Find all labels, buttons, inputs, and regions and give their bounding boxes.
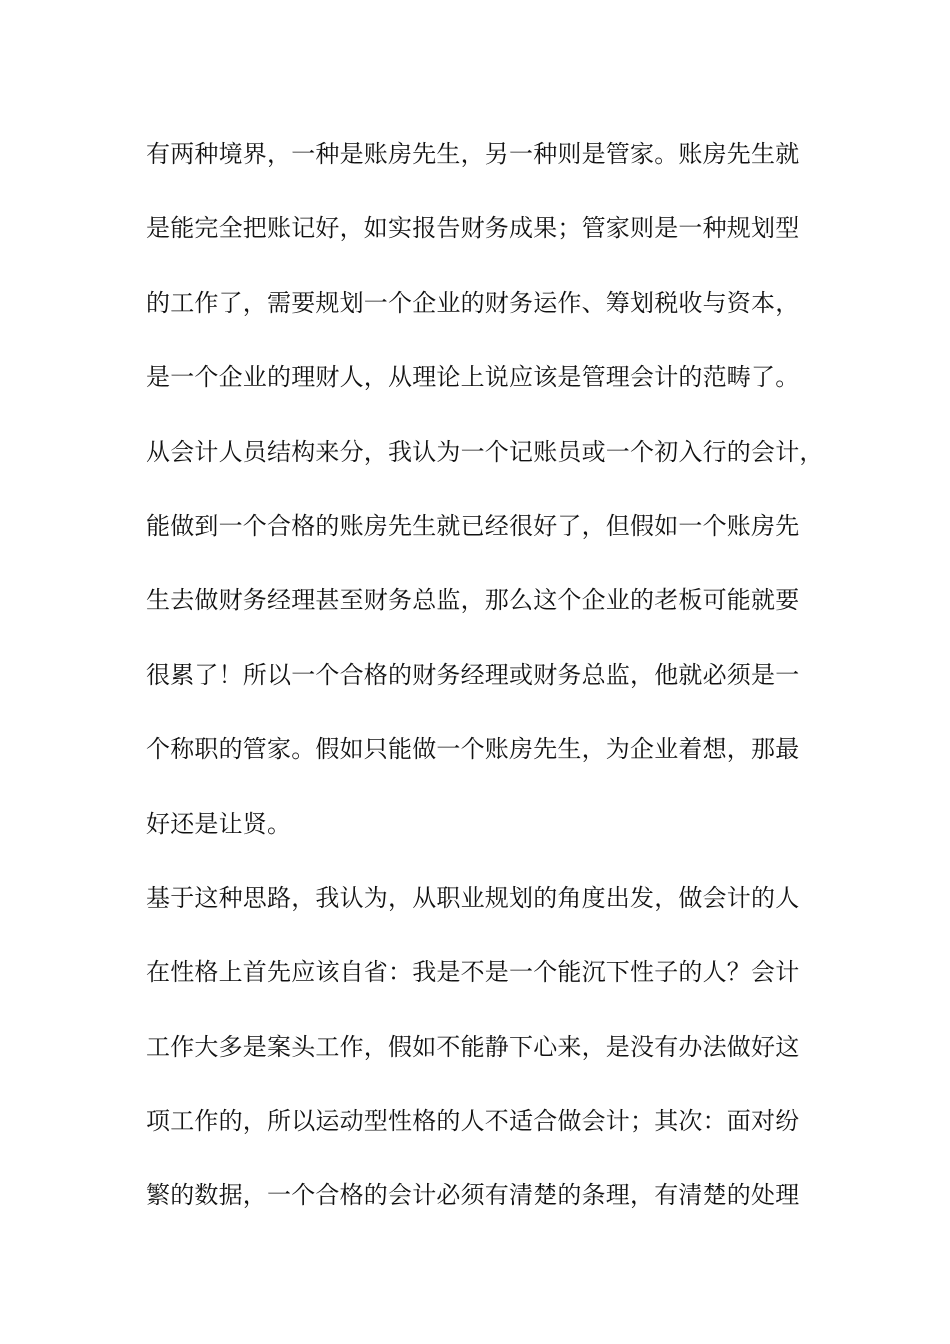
text-line: 工作大多是案头工作，假如不能静下心来，是没有办法做好这	[146, 1032, 800, 1061]
text-line: 在性格上首先应该自省：我是不是一个能沉下性子的人？会计	[146, 958, 800, 987]
text-line: 的工作了，需要规划一个企业的财务运作、筹划税收与资本，	[146, 288, 800, 317]
document-body	[146, 132, 846, 1248]
text-line: 个称职的管家。假如只能做一个账房先生，为企业着想，那最	[146, 735, 800, 764]
text-line: 有两种境界，一种是账房先生，另一种则是管家。账房先生就	[146, 140, 800, 168]
text-line: 能做到一个合格的账房先生就已经很好了，但假如一个账房先	[146, 511, 800, 540]
text-line: 繁的数据，一个合格的会计必须有清楚的条理，有清楚的处理	[146, 1181, 800, 1210]
text-line: 是一个企业的理财人，从理论上说应该是管理会计的范畴了。	[146, 363, 800, 392]
text-line: 基于这种思路，我认为，从职业规划的角度出发，做会计的人	[146, 883, 800, 912]
text-line: 是能完全把账记好，如实报告财务成果；管家则是一种规划型	[146, 214, 800, 243]
text-line: 项工作的，所以运动型性格的人不适合做会计；其次：面对纷	[146, 1107, 800, 1136]
text-line: 从会计人员结构来分，我认为一个记账员或一个初入行的会计，	[146, 437, 824, 466]
text-line: 生去做财务经理甚至财务总监，那么这个企业的老板可能就要	[146, 586, 800, 615]
text-line: 很累了！所以一个合格的财务经理或财务总监，他就必须是一	[146, 660, 800, 689]
text-line: 好还是让贤。	[146, 809, 292, 838]
